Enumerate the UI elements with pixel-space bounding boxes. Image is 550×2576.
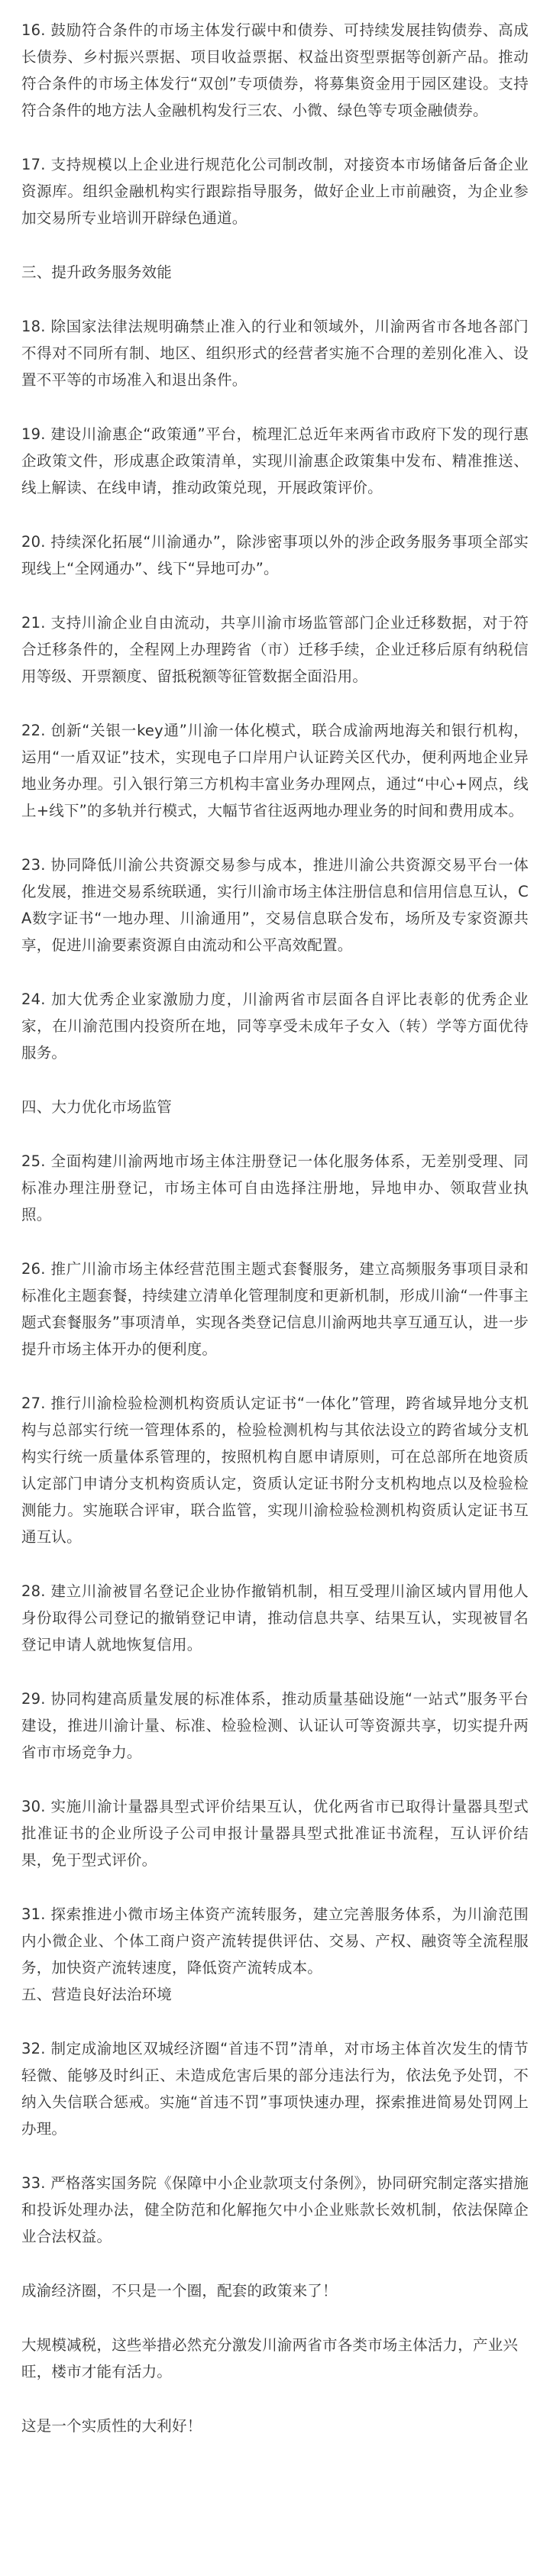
article-paragraph: 26. 推广川渝市场主体经营范围主题式套餐服务，建立高频服务事项目录和标准化主题套餐，持续建立清单化管理制度和更新机制，形成川渝“一件事主题式套餐服务”事项清单，实现各类登记信息川渝两地共享互通互认，进一步提升市场主体开办的便利度。 <box>21 1260 529 1358</box>
article-paragraph: 25. 全面构建川渝两地市场主体注册登记一体化服务体系，无差别受理、同标准办理注册登记，市场主体可自由选择注册地，异地申办、领取营业执照。 <box>21 1152 529 1223</box>
article-paragraph: 29. 协同构建高质量发展的标准体系，推动质量基础设施“一站式”服务平台建设，推进川渝计量、标准、检验检测、认证认可等资源共享，切实提升两省市市场竞争力。 <box>21 1690 529 1761</box>
article-paragraph: 27. 推行川渝检验检测机构资质认定证书“一体化”管理，跨省域异地分支机构与总部实行统一管理体系的，检验检测机构与其依法设立的跨省域分支机构实行统一质量体系管理的，按照机构自愿申请原则，可在总部所在地资质认定部门申请分支机构资质认定，资质认定证书附分支机构地点以及检验检测能力。实施联合评审，联合监管，实现川渝检验检测机构资质认定证书互通互认。 <box>21 1395 529 1546</box>
article-paragraph: 19. 建设川渝惠企“政策通”平台，梳理汇总近年来两省市政府下发的现行惠企政策文件，形成惠企政策清单，实现川渝惠企政策集中发布、精准推送、线上解读、在线申请，推动政策兑现，开展政策评价。 <box>21 425 529 496</box>
closing-paragraph: 成渝经济圈，不只是一个圈，配套的政策来了！ <box>21 2282 338 2300</box>
article-paragraph: 21. 支持川渝企业自由流动，共享川渝市场监管部门企业迁移数据，对于符合迁移条件的，全程网上办理跨省（市）迁移手续，企业迁移后原有纳税信用等级、开票额度、留抵税额等征管数据全面沿用。 <box>21 614 529 685</box>
article-paragraph: 28. 建立川渝被冒名登记企业协作撤销机制，相互受理川渝区域内冒用他人身份取得公司登记的撤销登记申请，推动信息共享、结果互认，实现被冒名登记申请人就地恢复信用。 <box>21 1582 529 1653</box>
article-paragraph: 31. 探索推进小微市场主体资产流转服务，建立完善服务体系，为川渝范围内小微企业、个体工商户资产流转提供评估、交易、产权、融资等全流程服务，加快资产流转速度，降低资产流转成本。 <box>21 1905 529 1976</box>
section-heading: 四、大力优化市场监管 <box>21 1098 173 1116</box>
article-paragraph: 24. 加大优秀企业家激励力度，川渝两省市层面各自评比表彰的优秀企业家，在川渝范围内投资所在地，同等享受未成年子女入（转）学等方面优待服务。 <box>21 991 529 1062</box>
article-paragraph: 18. 除国家法律法规明确禁止准入的行业和领域外，川渝两省市各地各部门不得对不同所有制、地区、组织形式的经营者实施不合理的差别化准入、设置不平等的市场准入和退出条件。 <box>21 318 529 389</box>
closing-paragraph: 这是一个实质性的大利好！ <box>21 2417 202 2435</box>
article-paragraph: 16. 鼓励符合条件的市场主体发行碳中和债券、可持续发展挂钩债券、高成长债券、乡村振兴票据、项目收益票据、权益出资型票据等创新产品。推动符合条件的市场主体发行“双创”专项债券，将募集资金用于园区建设。支持符合条件的地方法人金融机构发行三农、小微、绿色等专项金融债券。 <box>21 21 529 119</box>
closing-paragraph: 大规模减税，这些举措必然充分激发川渝两省市各类市场主体活力，产业兴旺，楼市才能有活力。 <box>21 2336 519 2380</box>
article-paragraph: 33. 严格落实国务院《保障中小企业款项支付条例》，协同研究制定落实措施和投诉处理办法，健全防范和化解拖欠中小企业账款长效机制，依法保障企业合法权益。 <box>21 2174 529 2245</box>
article-paragraph: 32. 制定成渝地区双城经济圈“首违不罚”清单，对市场主体首次发生的情节轻微、能够及时纠正、未造成危害后果的部分违法行为，依法免予处罚，不纳入失信联合惩戒。实施“首违不罚”事项快速办理，探索推进简易处罚网上办理。 <box>21 2040 529 2138</box>
section-heading: 五、营造良好法治环境 <box>21 1986 173 2003</box>
article-paragraph: 23. 协同降低川渝公共资源交易参与成本，推进川渝公共资源交易平台一体化发展，推进交易系统联通，实行川渝市场主体注册信息和信用信息互认，CA数字证书“一地办理、川渝通用”，交易信息联合发布，场所及专家资源共享，促进川渝要素资源自由流动和公平高效配置。 <box>21 856 529 954</box>
article-paragraph: 22. 创新“关银一key通”川渝一体化模式，联合成渝两地海关和银行机构，运用“一盾双证”技术，实现电子口岸用户认证跨关区代办，便利两地企业异地业务办理。引入银行第三方机构丰富业务办理网点，通过“中心+网点，线上+线下”的多轨并行模式，大幅节省往返两地办理业务的时间和费用成本。 <box>21 722 529 819</box>
article-paragraph: 30. 实施川渝计量器具型式评价结果互认，优化两省市已取得计量器具型式批准证书的企业所设子公司申报计量器具型式批准证书流程，互认评价结果，免于型式评价。 <box>21 1798 529 1869</box>
article-paragraph: 17. 支持规模以上企业进行规范化公司制改制，对接资本市场储备后备企业资源库。组织金融机构实行跟踪指导服务，做好企业上市前融资，为企业参加交易所专业培训开辟绿色通道。 <box>21 156 529 227</box>
article-paragraph: 20. 持续深化拓展“川渝通办”，除涉密事项以外的涉企政务服务事项全部实现线上“全网通办”、线下“异地可办”。 <box>21 533 529 577</box>
section-heading: 三、提升政务服务效能 <box>21 263 173 281</box>
